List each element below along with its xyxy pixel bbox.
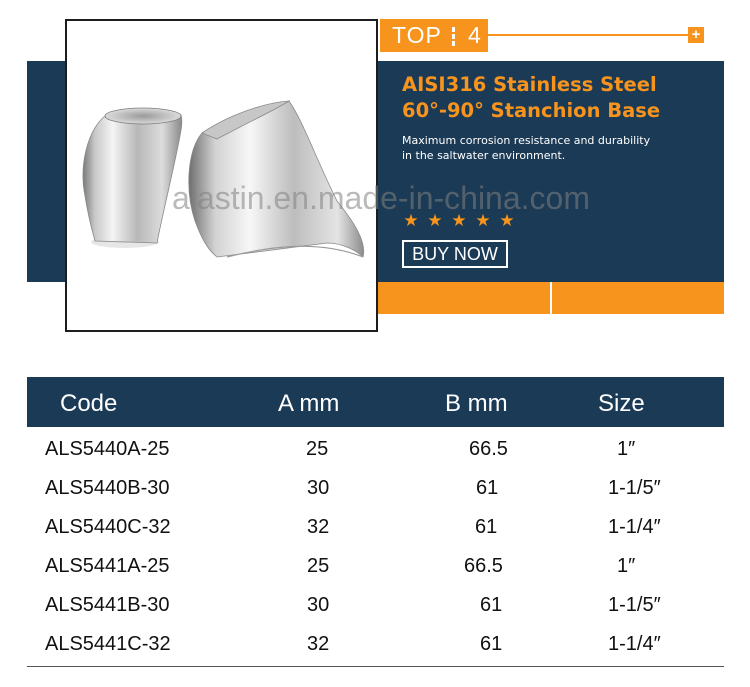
cell-code: ALS5440A-25 [45, 438, 170, 460]
top-label: TOP [392, 22, 442, 48]
top-number: 4 [468, 22, 481, 48]
cell-a-mm: 32 [307, 633, 330, 655]
strip-divider [550, 282, 552, 314]
cell-b-mm: 61 [480, 594, 503, 616]
stanchion-base-illustration [67, 21, 376, 330]
star-icon: ★ [451, 211, 467, 231]
table-header [27, 377, 724, 427]
cell-a-mm: 25 [306, 438, 329, 460]
star-icon: ★ [427, 211, 443, 231]
star-icon: ★ [499, 211, 515, 231]
cell-code: ALS5441C-32 [45, 633, 171, 655]
star-icon: ★ [475, 211, 491, 231]
left-base-body [83, 115, 182, 243]
cell-b-mm: 66.5 [469, 438, 508, 460]
description-line-2: in the saltwater environment. [402, 149, 566, 162]
header-b-mm: B mm [445, 390, 508, 417]
decorative-line [488, 34, 688, 36]
header-code: Code [60, 390, 118, 417]
left-base-top [105, 108, 181, 124]
title-line-1: AISI316 Stainless Steel [402, 73, 657, 96]
cell-code: ALS5441B-30 [45, 594, 170, 616]
title-line-2: 60°-90° Stanchion Base [402, 99, 661, 122]
cell-b-mm: 61 [480, 633, 503, 655]
plus-icon[interactable]: + [688, 27, 704, 43]
buy-now-button[interactable]: BUY NOW [402, 240, 508, 268]
table-bottom-rule [27, 666, 724, 667]
cell-size: 1″ [617, 438, 636, 460]
cell-size: 1-1/5″ [608, 477, 661, 499]
cell-size: 1-1/5″ [608, 594, 661, 616]
cell-code: ALS5441A-25 [45, 555, 170, 577]
description-line-1: Maximum corrosion resistance and durability [402, 134, 651, 147]
star-icon: ★ [403, 211, 419, 231]
banner-description [402, 133, 702, 163]
header-size: Size [598, 390, 645, 417]
cell-code: ALS5440C-32 [45, 516, 171, 538]
tag-separator [452, 27, 455, 45]
product-image [65, 19, 378, 332]
header-a-mm: A mm [278, 390, 340, 417]
cell-a-mm: 30 [307, 594, 330, 616]
cell-a-mm: 32 [307, 516, 330, 538]
banner-title [402, 72, 660, 124]
cell-code: ALS5440B-30 [45, 477, 170, 499]
cell-size: 1-1/4″ [608, 516, 661, 538]
watermark: alastin.en.made-in-china.com [172, 180, 590, 216]
cell-size: 1-1/4″ [608, 633, 661, 655]
cell-a-mm: 30 [307, 477, 330, 499]
cell-size: 1″ [617, 555, 636, 577]
cell-b-mm: 61 [476, 477, 499, 499]
cell-b-mm: 61 [475, 516, 498, 538]
cell-b-mm: 66.5 [464, 555, 503, 577]
top-rank-tag [380, 19, 488, 52]
cell-a-mm: 25 [307, 555, 330, 577]
